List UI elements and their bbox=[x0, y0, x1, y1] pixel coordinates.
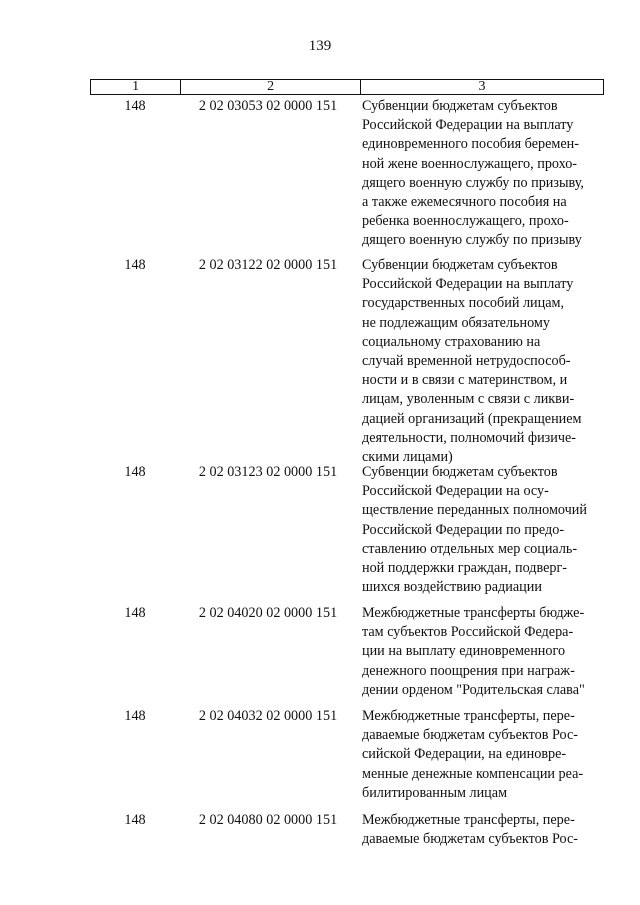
row-number: 148 bbox=[124, 98, 146, 114]
row-number: 148 bbox=[124, 464, 146, 480]
description-line: Субвенции бюджетам субъектов bbox=[362, 464, 558, 480]
row-description bbox=[362, 604, 604, 700]
row-number: 148 bbox=[124, 257, 146, 273]
row-description bbox=[362, 707, 604, 803]
header-col-2: 2 bbox=[181, 80, 361, 95]
description-line: дящего военную службу по призыву bbox=[362, 232, 582, 249]
description-line: ности и в связи с материнством, и bbox=[362, 372, 568, 389]
description-line: ставлению отдельных мер социаль- bbox=[362, 540, 578, 557]
description-line: Межбюджетные трансферты бюдже- bbox=[362, 605, 585, 621]
page-number: 139 bbox=[308, 38, 332, 54]
description-line: даваемые бюджетам субъектов Рос- bbox=[362, 727, 578, 744]
row-description bbox=[362, 463, 604, 597]
description-line: дящего военную службу по призыву, bbox=[362, 174, 584, 191]
description-line: Российской Федерации на выплату bbox=[362, 117, 574, 134]
description-line: дацией организаций (прекращением bbox=[362, 410, 582, 427]
description-line: ребенка военнослужащего, прохо- bbox=[362, 213, 569, 230]
row-number: 148 bbox=[124, 605, 146, 621]
description-line: единовременного пособия беремен- bbox=[362, 136, 579, 153]
description-line: Российской Федерации на осу- bbox=[362, 483, 549, 500]
description-line: Субвенции бюджетам субъектов bbox=[362, 98, 558, 114]
description-line: сийской Федерации, на единовре- bbox=[362, 746, 567, 763]
description-line: дении орденом "Родительская слава" bbox=[362, 681, 585, 698]
description-line: денежного поощрения при награж- bbox=[362, 662, 575, 679]
description-line: Российской Федерации по предо- bbox=[362, 521, 565, 538]
description-line: ной поддержки граждан, подверг- bbox=[362, 560, 568, 577]
row-number: 148 bbox=[124, 708, 146, 724]
description-line: ществление переданных полномочий bbox=[362, 502, 587, 519]
description-line: менные денежные компенсации реа- bbox=[362, 765, 584, 782]
description-line: билитированным лицам bbox=[362, 784, 508, 801]
description-line: Межбюджетные трансферты, пере- bbox=[362, 708, 575, 724]
table-header bbox=[90, 79, 604, 95]
description-line: шихся воздействию радиации bbox=[362, 579, 542, 596]
header-col-3: 3 bbox=[360, 80, 603, 95]
description-line: деятельности, полномочий физиче- bbox=[362, 429, 577, 446]
row-description bbox=[362, 97, 604, 251]
row-description bbox=[362, 811, 604, 849]
description-line: а также ежемесячного пособия на bbox=[362, 194, 567, 211]
description-line: скими лицами) bbox=[362, 449, 453, 466]
budget-code: 2 02 03123 02 0000 151 bbox=[198, 464, 338, 480]
description-line: лицам, уволенным с связи с ликви- bbox=[362, 391, 575, 408]
budget-code: 2 02 04020 02 0000 151 bbox=[198, 605, 338, 621]
header-col-1: 1 bbox=[91, 80, 181, 95]
description-line: ной жене военнослужащего, прохо- bbox=[362, 155, 578, 172]
description-line: не подлежащим обязательному bbox=[362, 314, 551, 331]
description-line: случай временной нетрудоспособ- bbox=[362, 353, 571, 370]
budget-code: 2 02 04032 02 0000 151 bbox=[198, 708, 338, 724]
row-number: 148 bbox=[124, 812, 146, 828]
description-line: там субъектов Российской Федера- bbox=[362, 624, 574, 641]
budget-code: 2 02 03122 02 0000 151 bbox=[198, 257, 338, 273]
description-line: даваемые бюджетам субъектов Рос- bbox=[362, 831, 578, 848]
budget-code: 2 02 04080 02 0000 151 bbox=[198, 812, 338, 828]
description-line: социальному страхованию на bbox=[362, 333, 541, 350]
description-line: государственных пособий лицам, bbox=[362, 295, 565, 312]
description-line: ции на выплату единовременного bbox=[362, 643, 566, 660]
row-description bbox=[362, 256, 604, 467]
description-line: Субвенции бюджетам субъектов bbox=[362, 257, 558, 273]
budget-code: 2 02 03053 02 0000 151 bbox=[198, 98, 338, 114]
description-line: Российской Федерации на выплату bbox=[362, 276, 574, 293]
description-line: Межбюджетные трансферты, пере- bbox=[362, 812, 575, 828]
